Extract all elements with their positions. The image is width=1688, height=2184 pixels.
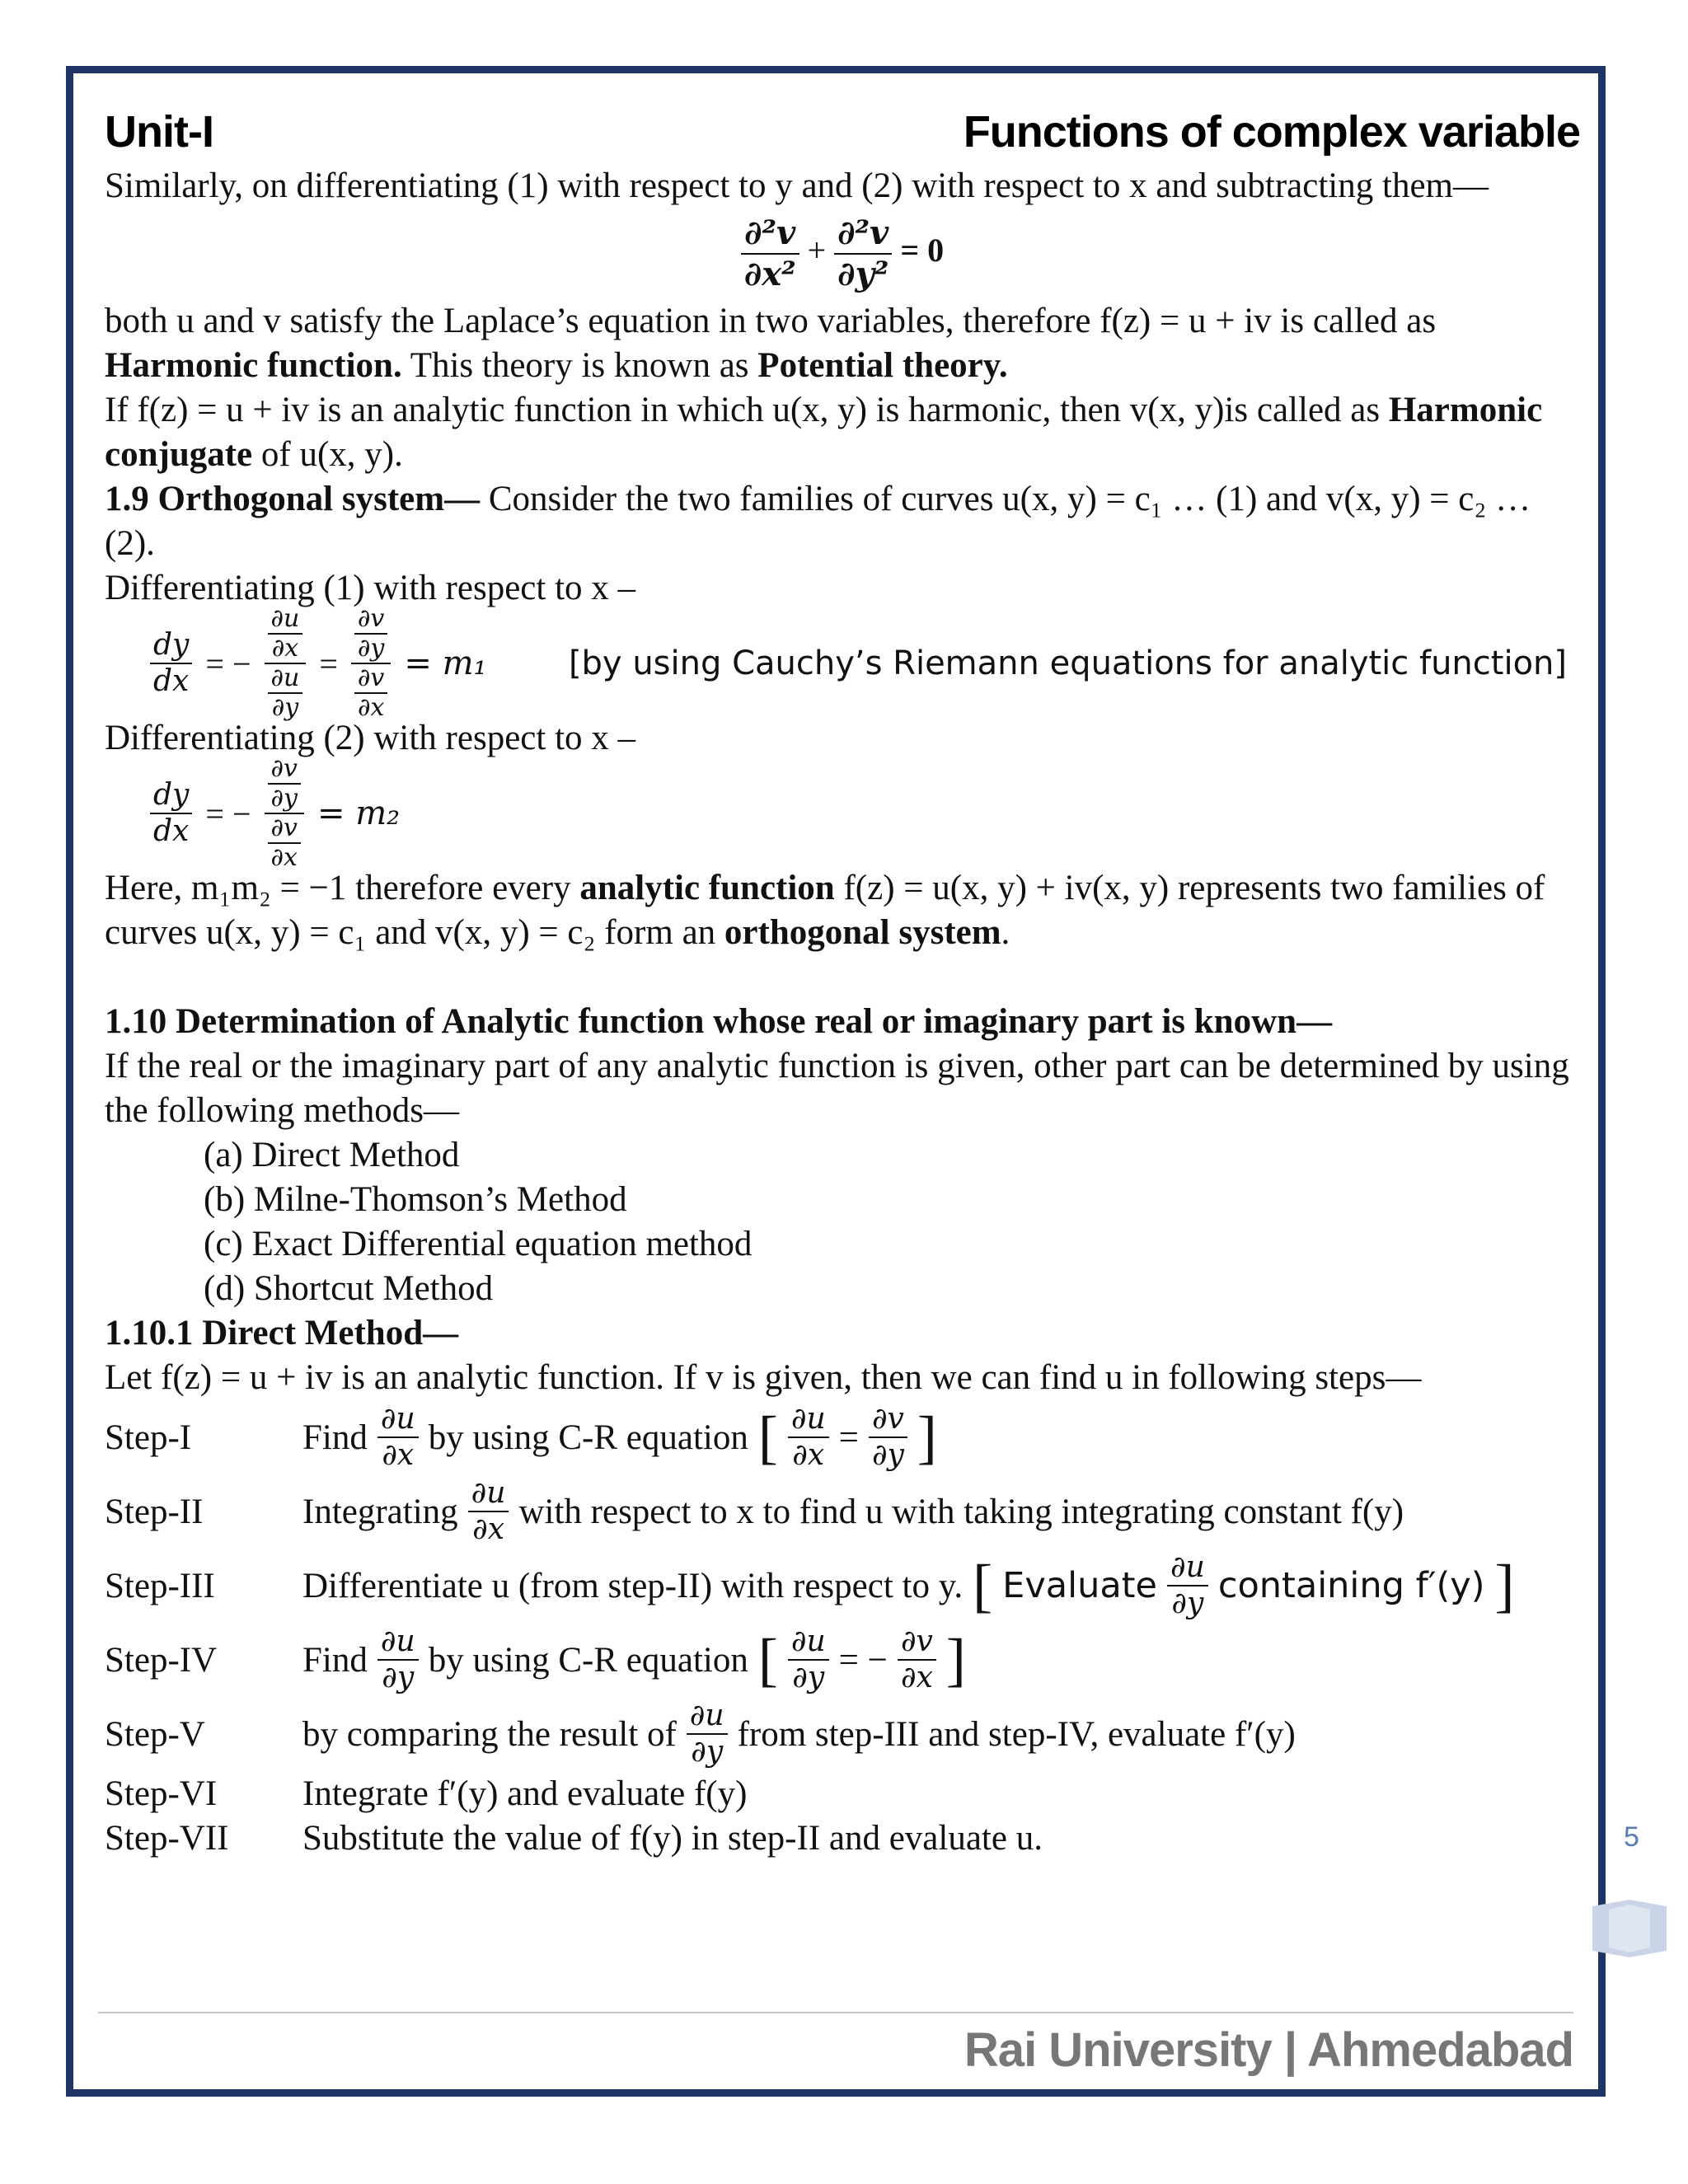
numerator: dy bbox=[150, 778, 192, 814]
unit-label: Unit-I bbox=[105, 107, 213, 157]
numerator: ∂u bbox=[788, 1402, 829, 1438]
text: with respect to x to find u with taking integrating constant f(y) bbox=[518, 1492, 1404, 1531]
numerator: ∂u bbox=[377, 1402, 419, 1438]
step-text: Integrate f′(y) and evaluate f(y) bbox=[302, 1774, 748, 1813]
step-2 bbox=[105, 1474, 1580, 1549]
text: If f(z) = u + iv is an analytic function in which u(x, y) is harmonic, then v(x, y)is called as bbox=[105, 391, 1389, 429]
denominator: ∂y bbox=[792, 1661, 825, 1694]
equals: = − bbox=[838, 1640, 888, 1680]
numerator: ∂v bbox=[869, 1402, 907, 1438]
section-1-10-heading: 1.10 Determination of Analytic function whose real or imaginary part is known— bbox=[105, 1002, 1333, 1041]
paragraph-4 bbox=[105, 866, 1580, 955]
fraction bbox=[268, 664, 303, 722]
numerator: ∂v bbox=[268, 755, 301, 785]
laplace-equation bbox=[105, 213, 1580, 294]
cauchy-riemann-note: [by using Cauchy’s Riemann equations for analytic function] bbox=[568, 644, 1567, 682]
numerator: ∂u bbox=[268, 605, 303, 635]
denominator bbox=[265, 664, 307, 722]
list-item: (a) Direct Method bbox=[204, 1136, 460, 1174]
step-label: Step-I bbox=[105, 1418, 192, 1457]
equation-rhs: = m₂ bbox=[316, 794, 401, 832]
text: Differentiate u (from step-II) with respect to y. bbox=[302, 1566, 964, 1605]
term-harmonic-conjugate: Harmonic conjugate bbox=[105, 391, 1543, 474]
page-number: 5 bbox=[1624, 1821, 1639, 1853]
denominator: ∂x bbox=[382, 1438, 415, 1472]
equation-m2 bbox=[150, 754, 1580, 872]
denominator: ∂x bbox=[271, 634, 299, 663]
step-text bbox=[302, 1476, 1404, 1547]
bracket-left: [ bbox=[973, 1553, 993, 1619]
fraction bbox=[898, 1624, 936, 1695]
fraction bbox=[268, 814, 301, 872]
denominator bbox=[351, 664, 391, 722]
fraction bbox=[834, 213, 892, 294]
step-7 bbox=[105, 1816, 1580, 1860]
denominator: ∂y bbox=[691, 1735, 724, 1769]
numerator: ∂²v bbox=[741, 213, 799, 255]
text: by using C-R equation bbox=[428, 1418, 748, 1457]
paragraph-3 bbox=[105, 388, 1580, 477]
denominator: ∂y bbox=[382, 1661, 415, 1694]
equals: = − bbox=[205, 644, 251, 682]
fraction bbox=[377, 1624, 419, 1695]
bracket-right: ] bbox=[1494, 1553, 1515, 1619]
fraction bbox=[354, 664, 387, 722]
footer-divider bbox=[98, 2012, 1573, 2013]
equation-rhs: = 0 bbox=[900, 232, 945, 269]
step-1 bbox=[105, 1400, 1580, 1474]
denominator: ∂x bbox=[472, 1512, 505, 1546]
page-border bbox=[66, 66, 1606, 2097]
bracket-left: [ bbox=[757, 1627, 778, 1693]
fraction bbox=[788, 1402, 829, 1473]
step-4 bbox=[105, 1623, 1580, 1697]
step-3 bbox=[105, 1549, 1580, 1623]
denominator: ∂y bbox=[1171, 1586, 1204, 1620]
fraction bbox=[268, 755, 301, 813]
fraction bbox=[150, 628, 192, 699]
numerator: ∂v bbox=[354, 664, 387, 694]
step-text bbox=[302, 1402, 937, 1473]
section-1-10-1-heading: 1.10.1 Direct Method— bbox=[105, 1314, 459, 1352]
numerator: ∂u bbox=[468, 1476, 509, 1512]
text: Integrating bbox=[302, 1492, 458, 1531]
page-content bbox=[105, 106, 1580, 1860]
step-text bbox=[302, 1624, 966, 1695]
fraction bbox=[150, 778, 192, 849]
paragraph-1: Similarly, on differentiating (1) with respect to y and (2) with respect to x and subtracting them— bbox=[105, 166, 1489, 205]
denominator: ∂x bbox=[900, 1661, 933, 1694]
text: both u and v satisfy the Laplace’s equation in two variables, therefore f(z) = u + iv is called as bbox=[105, 302, 1437, 340]
compound-fraction bbox=[265, 755, 304, 872]
list-item: (d) Shortcut Method bbox=[204, 1269, 494, 1308]
step-text: Substitute the value of f(y) in step-II and evaluate u. bbox=[302, 1818, 1043, 1858]
step-text bbox=[302, 1550, 1514, 1621]
fraction bbox=[869, 1402, 907, 1473]
numerator: ∂u bbox=[377, 1624, 419, 1661]
text: . bbox=[1001, 913, 1010, 952]
numerator bbox=[265, 605, 307, 664]
step-label: Step-VII bbox=[105, 1818, 229, 1858]
text: Find bbox=[302, 1640, 368, 1680]
step-label: Step-III bbox=[105, 1566, 215, 1605]
bracket-right: ] bbox=[917, 1404, 937, 1470]
equation-rhs: = m₁ bbox=[404, 644, 487, 682]
numerator: ∂u bbox=[687, 1699, 728, 1735]
compound-fraction bbox=[265, 605, 307, 722]
bracket-right: ] bbox=[945, 1627, 966, 1693]
numerator bbox=[351, 605, 391, 664]
text: containing f′(y) bbox=[1217, 1565, 1485, 1606]
methods-list bbox=[204, 1133, 1580, 1311]
bracket-left: [ bbox=[757, 1404, 778, 1470]
numerator: dy bbox=[150, 628, 192, 664]
numerator: ∂u bbox=[788, 1624, 829, 1661]
term-analytic-function: analytic function bbox=[579, 869, 835, 907]
compound-fraction bbox=[351, 605, 391, 722]
plus-sign: + bbox=[807, 232, 827, 269]
list-item: (c) Exact Differential equation method bbox=[204, 1225, 753, 1263]
fraction bbox=[1167, 1550, 1208, 1621]
fraction bbox=[377, 1402, 419, 1473]
denominator: dx bbox=[153, 664, 190, 698]
denominator: ∂y bbox=[357, 634, 385, 663]
numerator bbox=[265, 755, 304, 814]
page-header bbox=[105, 106, 1580, 164]
denominator: ∂x² bbox=[743, 255, 796, 293]
step-label: Step-IV bbox=[105, 1640, 218, 1680]
equals: = − bbox=[205, 794, 251, 832]
denominator: ∂y bbox=[871, 1438, 904, 1472]
numerator: ∂²v bbox=[834, 213, 892, 255]
numerator: ∂v bbox=[354, 605, 387, 635]
list-item: (b) Milne-Thomson’s Method bbox=[204, 1180, 627, 1219]
text: Find bbox=[302, 1418, 368, 1457]
differentiating-2: Differentiating (2) with respect to x – bbox=[105, 719, 636, 757]
section-1-10-text: If the real or the imaginary part of any analytic function is given, other part can be determined by using the following methods— bbox=[105, 1047, 1569, 1130]
step-label: Step-II bbox=[105, 1492, 204, 1531]
fraction bbox=[788, 1624, 829, 1695]
footer-university: Rai University | Ahmedabad bbox=[964, 2023, 1573, 2077]
numerator: ∂v bbox=[268, 814, 301, 844]
numerator: ∂u bbox=[1167, 1550, 1208, 1586]
step-label: Step-VI bbox=[105, 1774, 218, 1813]
spacer bbox=[105, 955, 1580, 1000]
numerator: ∂v bbox=[898, 1624, 936, 1661]
text: by using C-R equation bbox=[428, 1640, 748, 1680]
term-harmonic-function: Harmonic function. bbox=[105, 346, 402, 385]
text: This theory is known as bbox=[401, 346, 758, 385]
fraction bbox=[468, 1476, 509, 1547]
denominator: ∂x bbox=[357, 693, 385, 722]
step-6 bbox=[105, 1771, 1580, 1816]
text: from step-III and step-IV, evaluate f′(y) bbox=[737, 1714, 1296, 1754]
fraction bbox=[741, 213, 799, 294]
denominator bbox=[265, 814, 304, 872]
denominator: ∂y² bbox=[837, 255, 889, 293]
chapter-title: Functions of complex variable bbox=[963, 107, 1580, 157]
text: Here, m₁m₂ = −1 therefore every bbox=[105, 869, 580, 907]
numerator: ∂u bbox=[268, 664, 303, 694]
denominator: ∂y bbox=[270, 784, 298, 813]
text: Consider the two families of curves u(x, y) = c₁ … (1) and v(x, y) = c₂ … (2). bbox=[105, 480, 1531, 563]
term-potential-theory: Potential theory. bbox=[757, 346, 1008, 385]
step-label: Step-V bbox=[105, 1714, 205, 1754]
text: by comparing the result of bbox=[302, 1714, 677, 1754]
section-1-9 bbox=[105, 477, 1580, 566]
section-1-10-1-text: Let f(z) = u + iv is an analytic function. If v is given, then we can find u in following steps— bbox=[105, 1358, 1422, 1397]
paragraph-2 bbox=[105, 299, 1580, 388]
fraction bbox=[354, 605, 387, 663]
page-tab-icon bbox=[1592, 1900, 1667, 1957]
step-text bbox=[302, 1699, 1296, 1769]
fraction bbox=[687, 1699, 728, 1769]
text: f(z) = u(x, y) + iv(x, y) represents two families of curves u(x, y) = c₁ and v(x, y) = c₂ form an bbox=[105, 869, 1545, 952]
equals: = bbox=[838, 1418, 859, 1457]
step-5 bbox=[105, 1697, 1580, 1771]
term-orthogonal-system: orthogonal system bbox=[724, 913, 1001, 952]
section-heading: 1.9 Orthogonal system— bbox=[105, 480, 481, 518]
text: Evaluate bbox=[1002, 1565, 1157, 1606]
equals: = bbox=[319, 644, 338, 682]
denominator: ∂x bbox=[792, 1438, 825, 1472]
text: of u(x, y). bbox=[252, 435, 403, 474]
equation-m1 bbox=[150, 604, 1580, 722]
denominator: ∂y bbox=[271, 693, 299, 722]
denominator: dx bbox=[153, 814, 190, 848]
denominator: ∂x bbox=[270, 843, 298, 872]
differentiating-1: Differentiating (1) with respect to x – bbox=[105, 569, 636, 607]
fraction bbox=[268, 605, 303, 663]
